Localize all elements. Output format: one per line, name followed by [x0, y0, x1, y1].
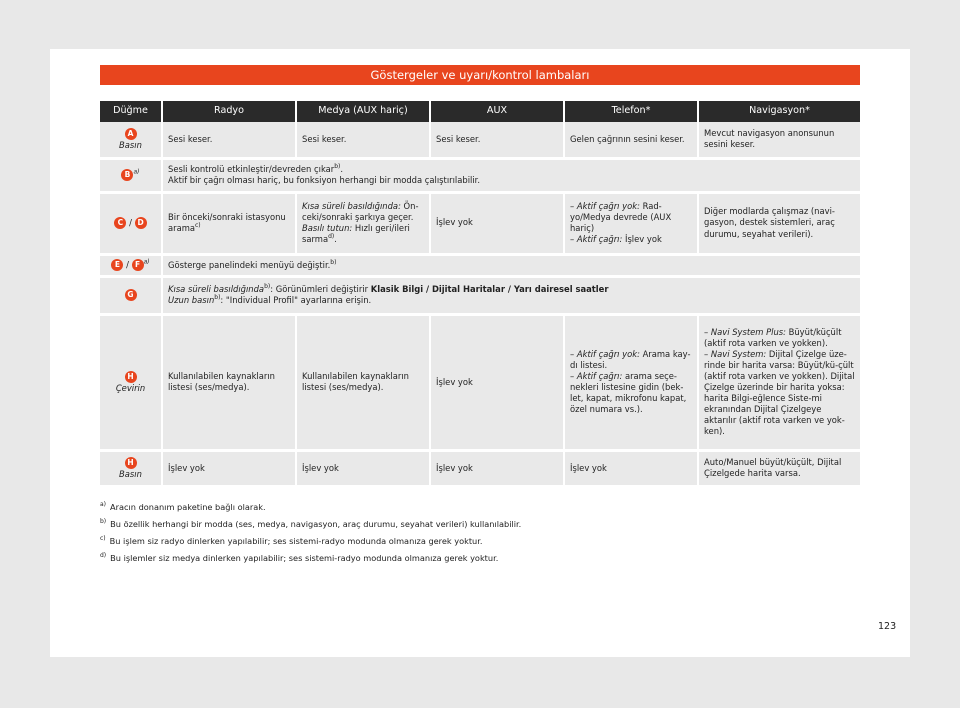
text: – [704, 348, 711, 359]
footnote-ref: d) [328, 233, 335, 241]
text: Ön-ceki/sonraki şarkıya geçer. [302, 200, 419, 222]
footnote [100, 553, 860, 563]
cell-medya: Sesi keser. [296, 122, 430, 158]
text: Kısa süreli basıldığında [168, 284, 265, 294]
text: : Görünümleri değiştirir [270, 284, 371, 294]
header-navigasyon: Navigasyon* [698, 101, 860, 122]
text: arama seçe-nekleri listesine gidin (bek-let, kapat, mikrofonu kapat, özel numara vs.). [570, 371, 687, 415]
text: Rad-yo/Medya devrede (AUX hariç) [570, 200, 672, 233]
key-cell [100, 158, 162, 192]
button-a-badge: A [125, 128, 137, 140]
header-telefon: Telefon* [564, 101, 698, 122]
footnote [100, 519, 860, 529]
footnote-mark: b) [100, 518, 107, 526]
table-row-a [100, 122, 860, 158]
footnote-text: Bu işlemler siz medya dinlerken yapılabilir; ses sistemi-radyo modunda olmanıza gerek yoktur. [110, 553, 499, 563]
text: – [704, 326, 711, 337]
key-action: Basın [119, 468, 142, 479]
key-cell [100, 450, 162, 486]
button-b-badge: B [121, 169, 133, 181]
table-row-cd [100, 192, 860, 254]
cell-telefon [564, 192, 698, 254]
cell-aux: İşlev yok [430, 314, 564, 450]
key-cell [100, 122, 162, 158]
cell-merged [162, 254, 860, 276]
footnote-text: Bu işlem siz radyo dinlerken yapılabilir; ses sistemi-radyo modunda olmanıza gerek yoktur. [109, 536, 483, 546]
header-radyo: Radyo [162, 101, 296, 122]
button-d-badge: D [135, 217, 147, 229]
text: – [570, 200, 577, 211]
text: – [570, 234, 577, 245]
footnote-ref: b) [264, 283, 271, 291]
table-row-b [100, 158, 860, 192]
cell-radyo: İşlev yok [162, 450, 296, 486]
text: Navi System: [710, 348, 767, 359]
table-row-g [100, 276, 860, 314]
key-cell [100, 254, 162, 276]
text: : "Individual Profil" ayarlarına erişin. [220, 295, 372, 306]
cell-merged [162, 158, 860, 192]
footnote [100, 536, 860, 546]
key-cell [100, 314, 162, 450]
text: . [334, 234, 337, 245]
key-cell [100, 276, 162, 314]
footnote-ref: b) [330, 258, 337, 266]
text: Arama kay-dı listesi. [570, 348, 691, 370]
cell-navigasyon: Mevcut navigasyon anonsunun sesini keser. [698, 122, 860, 158]
header-aux: AUX [430, 101, 564, 122]
button-c-badge: C [114, 217, 126, 229]
footnote-mark: c) [100, 535, 106, 543]
key-action: Basın [119, 139, 142, 150]
cell-navigasyon [698, 314, 860, 450]
footnote-mark: d) [100, 552, 107, 560]
button-h-badge: H [125, 371, 137, 383]
cell-medya: Kullanılabilen kaynakların listesi (ses/medya). [296, 314, 430, 450]
button-f-badge: F [132, 259, 144, 271]
footnote-mark: a) [100, 501, 107, 509]
cell-telefon: Gelen çağrının sesini keser. [564, 122, 698, 158]
key-action: Çevirin [115, 382, 146, 393]
page-number: 123 [878, 621, 897, 632]
text: Uzun basın [168, 295, 215, 306]
text: Klasik Bilgi / Dijital Haritalar / Yarı dairesel saatler [370, 284, 609, 294]
cell-navigasyon: Auto/Manuel büyüt/küçült, Dijital Çizelgede harita varsa. [698, 450, 860, 486]
separator: / [129, 217, 132, 228]
text: – [570, 371, 577, 381]
controls-table [100, 101, 860, 488]
footnote-text: Aracın donanım paketine bağlı olarak. [110, 502, 266, 512]
cell-radyo: Sesi keser. [162, 122, 296, 158]
text: Navi System Plus: [710, 326, 786, 337]
text: Büyüt/küçült (aktif rota varken ve yokken). [704, 326, 842, 348]
cell-radyo: Kullanılabilen kaynakların listesi (ses/medya). [162, 314, 296, 450]
cell-medya [296, 192, 430, 254]
text: . [340, 163, 344, 174]
text: – [570, 348, 577, 359]
footnote-ref: b) [334, 163, 341, 171]
text: Dijital Çizelge üze-rinde bir harita varsa: Büyüt/kü-çült (aktif rota varken ve yokken). Dijital Çizelge üzerinde bir harita yoksa: harita Bilgi-eğlence Siste-mi ekranından Dijital Çizelgeye aktarılır (aktif rota varken ve yok-ken). [704, 348, 855, 437]
button-h-badge: H [125, 457, 137, 469]
cell-telefon [564, 314, 698, 450]
footnote-text: Bu özellik herhangi bir modda (ses, medya, navigasyon, araç durumu, seyahat verileri) kullanılabilir. [110, 519, 522, 529]
button-e-badge: E [111, 259, 123, 271]
footnote-ref: a) [133, 168, 140, 176]
cell-medya: İşlev yok [296, 450, 430, 486]
text: Aktif bir çağrı olması hariç, bu fonksiyon herhangi bir modda çalıştırılabilir. [168, 175, 481, 185]
text: Bir önceki/sonraki istasyonu arama [168, 211, 286, 233]
footnote-ref: a) [143, 258, 150, 266]
footnote [100, 502, 860, 512]
header-medya: Medya (AUX hariç) [296, 101, 430, 122]
text: Kısa süreli basıldığında: [302, 200, 401, 211]
cell-telefon: İşlev yok [564, 450, 698, 486]
separator: / [126, 259, 129, 270]
text: Aktif çağrı: [576, 234, 623, 245]
table-row-ef [100, 254, 860, 276]
button-g-badge: G [125, 289, 137, 301]
text: Basılı tutun: [302, 223, 353, 233]
text: Aktif çağrı yok: [576, 200, 640, 211]
table-header-row [100, 101, 860, 122]
cell-navigasyon: Diğer modlarda çalışmaz (navi-gasyon, destek sistemleri, araç durumu, seyahat verileri). [698, 192, 860, 254]
page-title: Göstergeler ve uyarı/kontrol lambaları [100, 65, 860, 85]
footnote-ref: c) [195, 222, 201, 230]
text: Hızlı geri/ileri sarma [302, 223, 410, 245]
cell-merged [162, 276, 860, 314]
cell-aux: İşlev yok [430, 192, 564, 254]
table-row-h-press [100, 450, 860, 486]
cell-radyo [162, 192, 296, 254]
text: Aktif çağrı yok: [576, 348, 640, 359]
cell-aux: Sesi keser. [430, 122, 564, 158]
text: Gösterge panelindeki menüyü değiştir. [168, 259, 331, 270]
header-dugme: Düğme [100, 101, 162, 122]
footnote-ref: b) [214, 294, 221, 302]
text: İşlev yok [622, 234, 662, 245]
text: Aktif çağrı: [576, 371, 623, 381]
cell-aux: İşlev yok [430, 450, 564, 486]
text: Sesli kontrolü etkinleştir/devreden çıkar [168, 163, 335, 174]
table-row-h-turn [100, 314, 860, 450]
key-cell [100, 192, 162, 254]
